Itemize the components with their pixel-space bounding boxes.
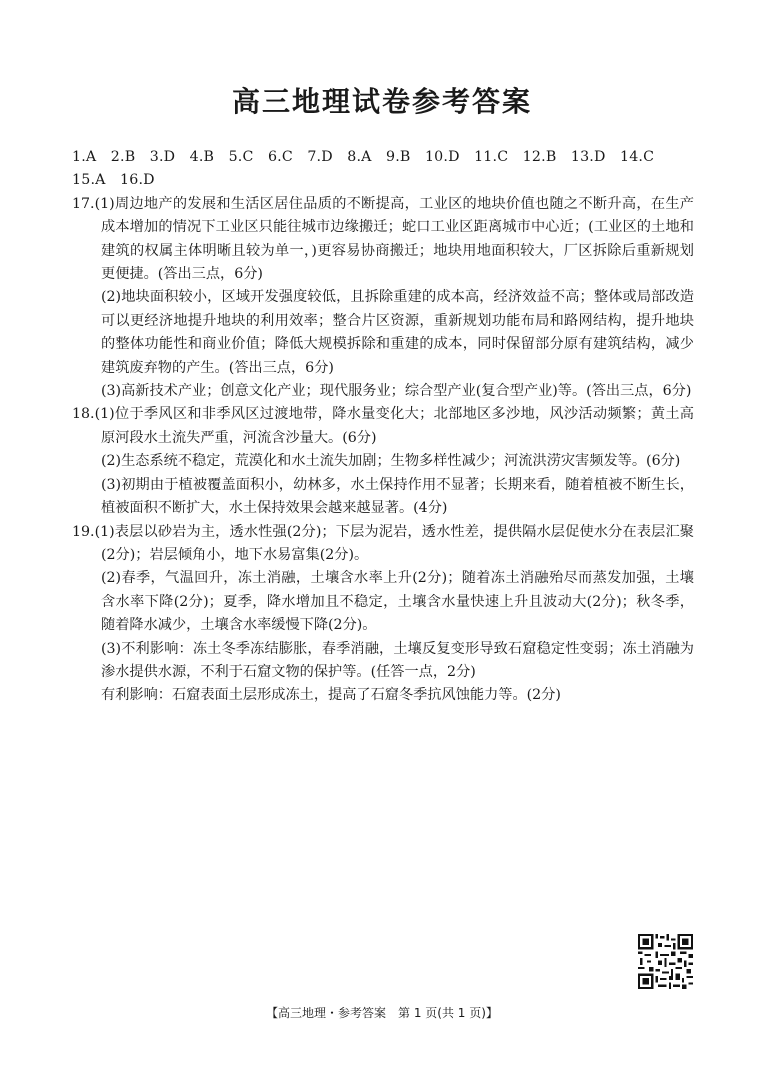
question-19 [72, 521, 694, 708]
page-title: 高三地理试卷参考答案 [231, 85, 532, 118]
q18-part-3: (3)初期由于植被覆盖面积小，幼林多，水土保持作用不显著；长期来看，随着植被不断生长，植被面积不断扩大，水土保持效果会越来越显著。(4分) [101, 476, 694, 517]
q17-part-2: (2)地块面积较小，区域开发强度较低，且拆除重建的成本高，经济效益不高；整体或局部改造可以更经济地提升地块的利用效率；整合片区资源，重新规划功能布局和路网结构，提升地块的整体功能性和商业价值；降低大规模拆除和重建的成本，同时保留部分原有建筑结构，减少建筑废弃物的产生。(答出三点，6分) [101, 289, 694, 376]
q18-part-1: 18.(1)位于季风区和非季风区过渡地带，降水量变化大；北部地区多沙地，风沙活动频繁；黄土高原河段水土流失严重，河流含沙量大。(6分) [72, 406, 694, 446]
q19-part-1: 19.(1)表层以砂岩为主，透水性强(2分)；下层为泥岩，透水性差，提供隔水层促使水分在表层汇聚(2分)；岩层倾角小，地下水易富集(2分)。 [72, 523, 694, 563]
q17-part-3: (3)高新技术产业；创意文化产业；现代服务业；综合型产业(复合型产业)等。(答出三点，6分) [101, 383, 692, 400]
question-18 [72, 403, 694, 520]
q18-part-2: (2)生态系统不稳定，荒漠化和水土流失加剧；生物多样性减少；河流洪涝灾害频发等。(6分) [101, 453, 681, 470]
qr-code-icon [638, 934, 693, 989]
q19-part-2: (2)春季，气温回升，冻土消融，土壤含水率上升(2分)；随着冻土消融殆尽而蒸发加强，土壤含水率下降(2分)；夏季，降水增加且不稳定，土壤含水量快速上升且波动大(2分)；秋冬季，随着降水减少，土壤含水率缓慢下降(2分)。 [101, 570, 694, 634]
mc-answers-line-1: 1.A 2.B 3.D 4.B 5.C 6.C 7.D 8.A 9.B 10.D 11.C 12.B 13.D 14.C [72, 149, 655, 165]
page-footer: 【高三地理・参考答案 第 1 页(共 1 页)】 [266, 1006, 498, 1020]
q17-part-1: 17.(1)周边地产的发展和生活区居住品质的不断提高，工业区的地块价值也随之不断升高，在生产成本增加的情况下工业区只能往城市边缘搬迁；蛇口工业区距离城市中心近；(工业区的土地和建筑的权属主体明晰且较为单一，)更容易协商搬迁；地块用地面积较大，厂区拆除后重新规划更便捷。(答出三点，6分) [72, 195, 694, 283]
answer-body [72, 146, 694, 708]
q19-part-4: 有利影响：石窟表面土层形成冻土，提高了石窟冬季抗风蚀能力等。(2分) [101, 687, 561, 704]
q19-part-3: (3)不利影响：冻土冬季冻结膨胀，春季消融，土壤反复变形导致石窟稳定性变弱；冻土消融为渗水提供水源，不利于石窟文物的保护等。(任答一点，2分) [101, 640, 694, 680]
mc-answers-line-2: 15.A 16.D [72, 172, 155, 189]
question-17 [72, 193, 694, 404]
